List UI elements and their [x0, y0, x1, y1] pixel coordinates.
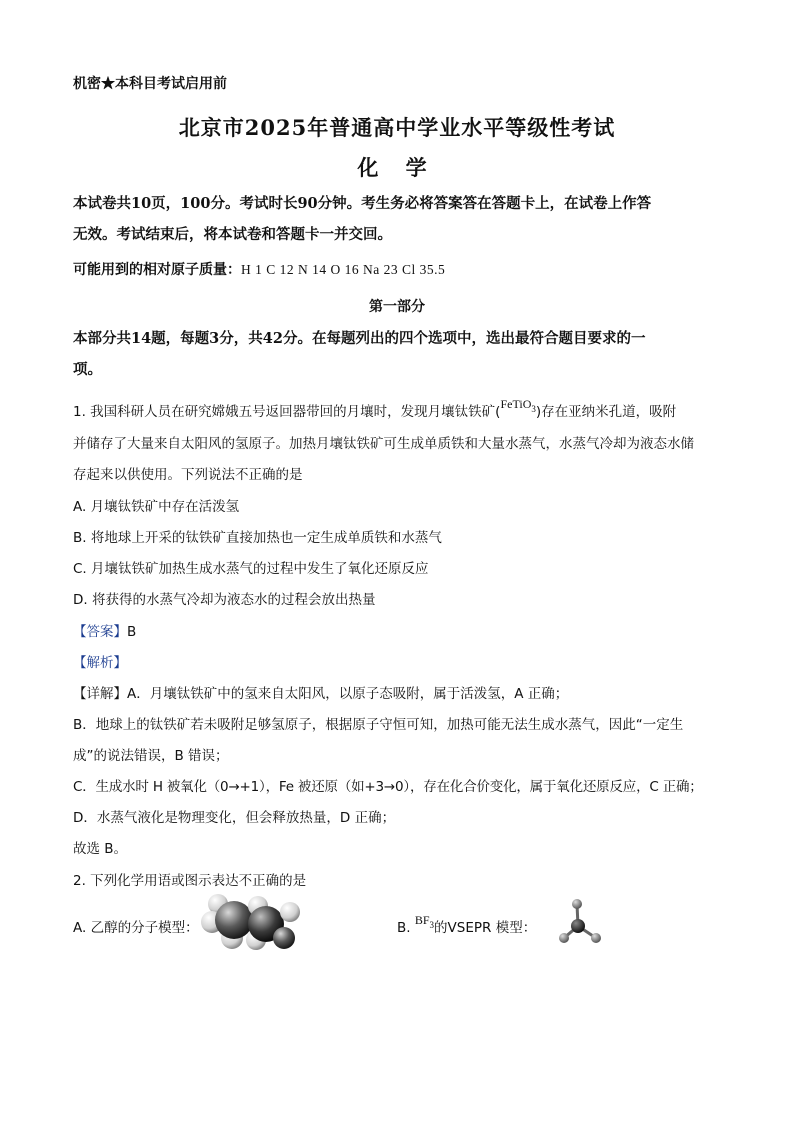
q1-option-c: C. 月壤钛铁矿加热生成水蒸气的过程中发生了氧化还原反应: [73, 561, 429, 577]
q2-option-b-suffix: 的VSEPR 模型：: [434, 920, 537, 936]
intro-line-2: 无效。考试结束后，将本试卷和答题卡一并交回。: [73, 226, 392, 243]
detail-a: A．月壤钛铁矿中的氢来自太阳风，以原子态吸附，属于活泼氢，A 正确；: [127, 686, 569, 702]
atomic-mass-label: 可能用到的相对原子质量：: [73, 262, 241, 278]
q1-detail-line-1: [73, 682, 568, 702]
atomic-mass-values: H 1 C 12 N 14 O 16 Na 23 Cl 35.5: [241, 262, 446, 277]
confidential-note: 机密★本科目考试启用前: [73, 76, 227, 92]
part-desc-1: 本部分共14题，每题3分，共42分。在每题列出的四个选项中，选出最符合题目要求的一: [73, 330, 646, 347]
bf3-formula: [414, 913, 435, 930]
part-desc-2: 项。: [73, 361, 102, 378]
answer-value: B: [127, 624, 137, 640]
q1-stem-b: )存在亚纳米孔道，吸附: [535, 404, 677, 420]
analysis-tag: 【解析】: [73, 655, 127, 671]
q1-detail-line-5: D．水蒸气液化是物理变化，但会释放热量，D 正确；: [73, 810, 396, 826]
subject-title: 化 学: [357, 155, 437, 180]
q1-stem-line-3: 存起来以供使用。下列说法不正确的是: [73, 467, 303, 483]
q1-formula-main: FeTiO: [500, 397, 532, 411]
q2-option-b-label: [397, 913, 537, 936]
q1-detail-line-2: B．地球上的钛铁矿若未吸附足够氢原子，根据原子守恒可知，加热可能无法生成水蒸气，因此“一定生: [73, 717, 684, 733]
q1-option-a: A. 月壤钛铁矿中存在活泼氢: [73, 499, 240, 515]
bf3-formula-sub: 3: [429, 920, 435, 930]
q1-formula: [500, 397, 536, 414]
q2-option-a-label: A. 乙醇的分子模型：: [73, 920, 199, 936]
q1-detail-line-6: 故选 B。: [73, 841, 128, 857]
q2-option-b-prefix: B.: [397, 920, 415, 936]
q1-option-d: D. 将获得的水蒸气冷却为液态水的过程会放出热量: [73, 592, 376, 608]
q1-stem-a: 1. 我国科研人员在研究嫦娥五号返回器带回的月壤时，发现月壤钛铁矿(: [73, 404, 501, 420]
atomic-mass-line: [73, 259, 445, 279]
q2-stem: 2. 下列化学用语或图示表达不正确的是: [73, 873, 307, 889]
q1-detail-line-3: 成”的说法错误，B 错误；: [73, 748, 229, 764]
detail-tag: 【详解】: [73, 686, 127, 702]
q1-detail-line-4: C．生成水时 H 被氧化（0→+1），Fe 被还原（如+3→0），存在化合价变化，属于氧化还原反应，C 正确；: [73, 779, 703, 795]
q1-stem-line-1: [73, 397, 677, 420]
q1-answer-line: [73, 620, 136, 640]
q1-formula-sub: 3: [531, 404, 536, 414]
ethanol-molecule-model: [198, 892, 304, 952]
bf3-vsepr-model: [556, 896, 606, 948]
answer-tag: 【答案】: [73, 624, 127, 640]
part-title: 第一部分: [369, 299, 425, 315]
exam-title: 北京市2025年普通高中学业水平等级性考试: [178, 115, 616, 140]
q1-option-b: B. 将地球上开采的钛铁矿直接加热也一定生成单质铁和水蒸气: [73, 530, 442, 546]
bf3-formula-main: BF: [414, 913, 430, 927]
q1-stem-line-2: 并储存了大量来自太阳风的氢原子。加热月壤钛铁矿可生成单质铁和大量水蒸气，水蒸气冷却为液态水储: [73, 436, 694, 452]
intro-line-1: 本试卷共10页，100分。考试时长90分钟。考生务必将答案答在答题卡上，在试卷上作答: [73, 195, 652, 212]
